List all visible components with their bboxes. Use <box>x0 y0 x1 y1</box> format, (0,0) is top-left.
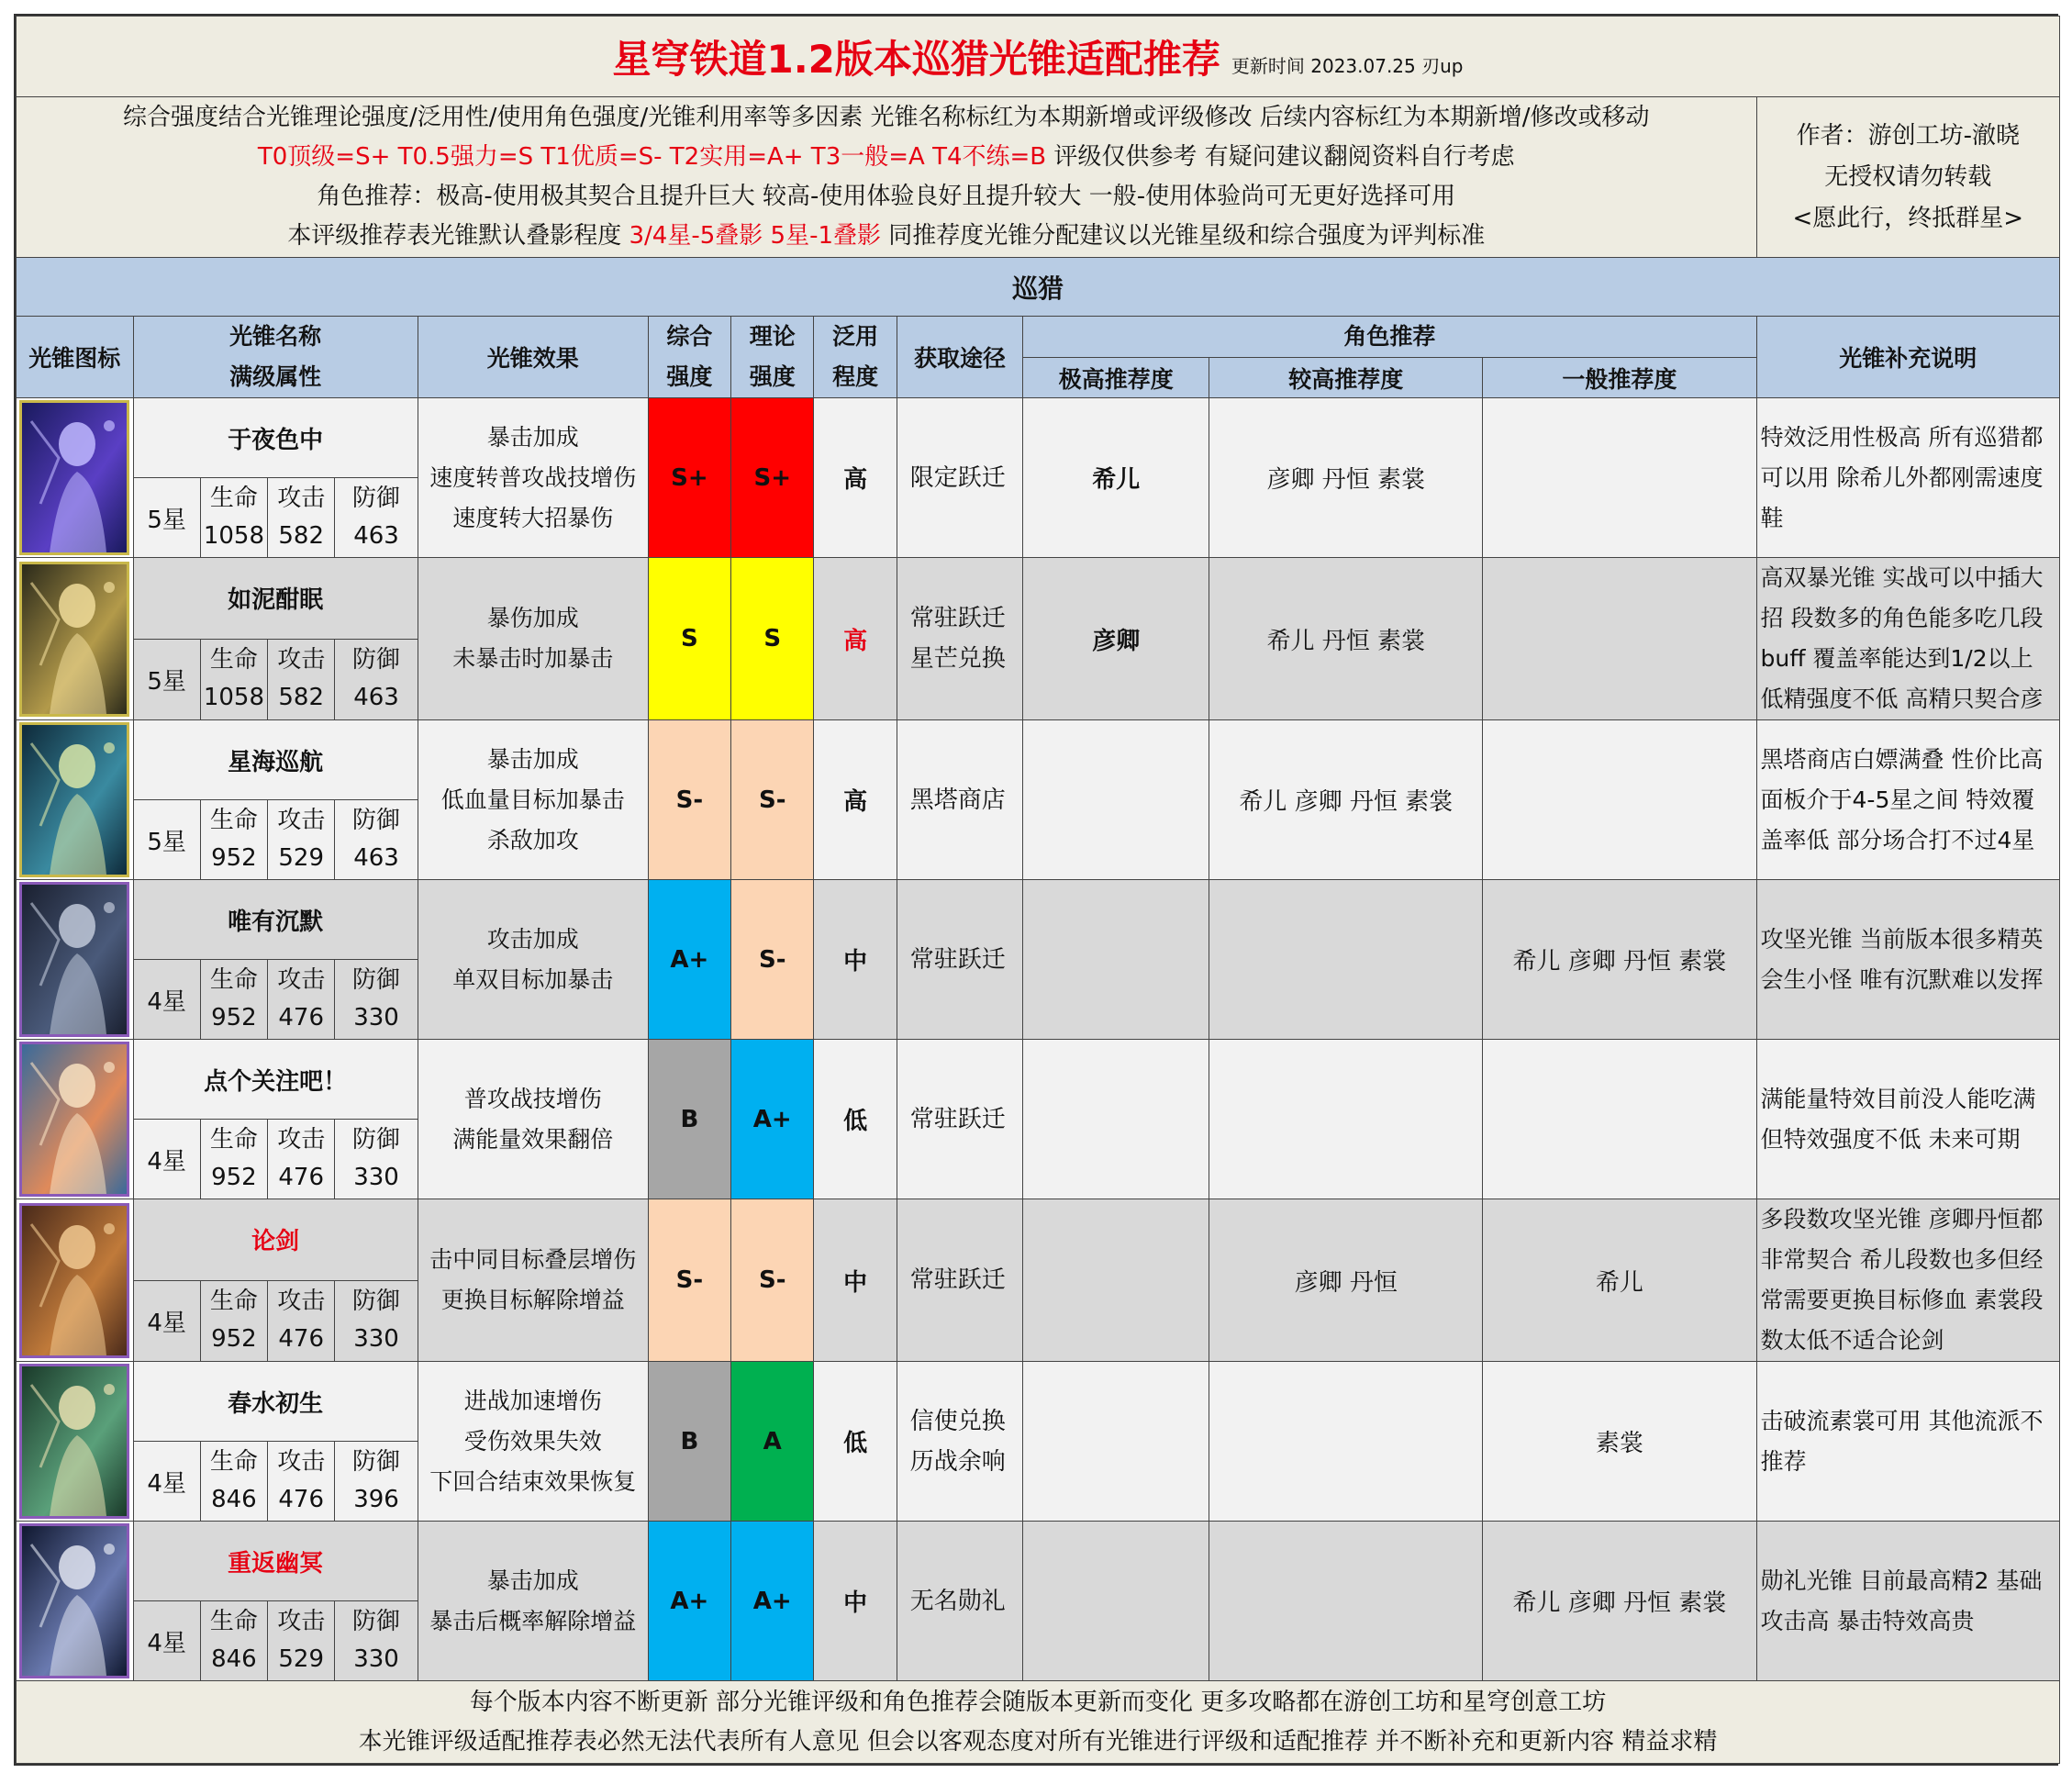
rec-low <box>1483 398 1756 558</box>
footer-line-1: 每个版本内容不断更新 部分光锥评级和角色推荐会随版本更新而变化 更多攻略都在游创工坊和星穹创意工坊 <box>469 1688 1607 1716</box>
hp-value: 1058 <box>203 684 264 712</box>
overall-grade: A+ <box>648 1522 730 1681</box>
def-value: 396 <box>353 1486 399 1513</box>
rec-mid: 希儿 丹恒 素裳 <box>1209 558 1483 720</box>
atk-stat <box>268 1601 335 1681</box>
theory-grade: S- <box>731 880 814 1040</box>
light-cone-name: 重返幽冥 <box>133 1522 418 1601</box>
light-cone-row <box>17 1199 2060 1281</box>
icon-cell <box>17 1040 134 1199</box>
def-stat <box>335 1601 418 1681</box>
rec-low <box>1483 1040 1756 1199</box>
def-stat <box>335 478 418 558</box>
theory-grade: A <box>731 1362 814 1522</box>
title-cell <box>17 17 2060 97</box>
light-cone-name: 春水初生 <box>133 1362 418 1442</box>
theory-grade: A+ <box>731 1522 814 1681</box>
star-rarity: 4星 <box>133 1280 200 1362</box>
atk-label: 攻击 <box>277 807 326 834</box>
atk-value: 529 <box>278 844 325 872</box>
title-row <box>17 17 2060 97</box>
rec-mid: 希儿 彦卿 丹恒 素裳 <box>1209 720 1483 880</box>
header-theory-line1: 理论 <box>749 323 796 350</box>
effect-line: 普攻战技增伤 <box>463 1085 602 1112</box>
light-cone-art <box>22 564 127 714</box>
star-rarity: 5星 <box>133 800 200 880</box>
atk-stat <box>268 478 335 558</box>
sword-figure-icon <box>19 1203 129 1358</box>
source-line: 星芒兑换 <box>909 645 1006 673</box>
light-cone-row <box>17 720 2060 800</box>
usage-level: 低 <box>814 1040 897 1199</box>
header-rec-low: 一般推荐度 <box>1483 358 1756 398</box>
icon-cell <box>17 720 134 880</box>
theory-grade: S- <box>731 1199 814 1362</box>
overall-grade: S- <box>648 1199 730 1362</box>
hp-value: 952 <box>211 1164 257 1191</box>
hp-stat <box>200 960 267 1040</box>
source-line: 常驻跃迁 <box>909 1266 1006 1294</box>
effect-line: 暴击加成 <box>486 1567 579 1594</box>
hp-label: 生命 <box>209 485 258 512</box>
header-effect: 光锥效果 <box>418 317 648 398</box>
theory-grade: S- <box>731 720 814 880</box>
header-overall-line2: 强度 <box>666 363 713 390</box>
theory-grade: A+ <box>731 1040 814 1199</box>
hp-label: 生命 <box>209 1126 258 1154</box>
rec-low: 希儿 彦卿 丹恒 素裳 <box>1483 1522 1756 1681</box>
theory-grade: S+ <box>731 398 814 558</box>
star-cruise-icon <box>19 722 129 877</box>
header-row-1 <box>17 317 2060 358</box>
rec-high: 彦卿 <box>1023 558 1209 720</box>
light-cone-row <box>17 1362 2060 1442</box>
header-source: 获取途径 <box>897 317 1023 398</box>
intro-line-1: 综合强度结合光锥理论强度/泛用性/使用角色强度/光锥利用率等多因素 光锥名称标红为本期新增或评级修改 后续内容标红为本期新增/修改或移动 <box>122 104 1650 131</box>
def-stat <box>335 1442 418 1522</box>
effect-line: 单双目标加暴击 <box>452 965 614 993</box>
light-cone-art <box>22 403 127 552</box>
atk-label: 攻击 <box>277 646 326 675</box>
effect-line: 受伤效果失效 <box>463 1427 602 1455</box>
source-line: 常驻跃迁 <box>909 1105 1006 1133</box>
source-cell <box>897 1199 1023 1362</box>
hp-label: 生命 <box>209 1608 258 1635</box>
effect-line: 更换目标解除增益 <box>440 1287 625 1313</box>
spring-figure-icon <box>19 1364 129 1519</box>
star-rarity: 4星 <box>133 960 200 1040</box>
effect-cell <box>418 1199 648 1362</box>
author-name: 作者：游创工坊-澈晓 <box>1796 121 2020 150</box>
usage-level: 低 <box>814 1362 897 1522</box>
atk-stat <box>268 639 335 720</box>
light-cone-name: 星海巡航 <box>133 720 418 800</box>
effect-cell <box>418 558 648 720</box>
def-label: 防御 <box>352 646 401 675</box>
footer-line-2: 本光锥评级适配推荐表必然无法代表所有人意见 但会以客观态度对所有光锥进行评级和适配推荐 并不断补充和更新内容 精益求精 <box>358 1727 1718 1756</box>
source-line: 常驻跃迁 <box>909 945 1006 974</box>
overall-grade: B <box>648 1362 730 1522</box>
note-cell: 击破流素裳可用 其他流派不推荐 <box>1756 1362 2059 1522</box>
hp-stat <box>200 800 267 880</box>
tier-table <box>16 16 2060 1764</box>
effect-line: 攻击加成 <box>486 925 579 953</box>
header-rec-mid: 较高推荐度 <box>1209 358 1483 398</box>
atk-value: 476 <box>278 1164 325 1191</box>
page-title: 星穹铁道1.2版本巡猎光锥适配推荐 <box>612 36 1220 82</box>
intro-line-2 <box>17 138 1756 177</box>
source-cell <box>897 398 1023 558</box>
motto: <愿此行，终抵群星> <box>1792 204 2024 232</box>
intro-line-3: 角色推荐：极高-使用极其契合且提升巨大 较高-使用体验良好且提升较大 一般-使用体验尚可无更好选择可用 <box>317 183 1456 210</box>
effect-cell <box>418 1040 648 1199</box>
usage-level: 中 <box>814 1522 897 1681</box>
atk-label: 攻击 <box>277 485 326 512</box>
effect-line: 下回合结束效果恢复 <box>429 1467 637 1495</box>
effect-line: 击中同目标叠层增伤 <box>429 1246 637 1273</box>
night-figure-icon <box>19 400 129 555</box>
note-cell: 多段数攻坚光锥 彦卿丹恒都非常契合 希儿段数也多但经常需要更换目标修血 素裳段数太低不适合论剑 <box>1756 1199 2059 1362</box>
header-rec-high: 极高推荐度 <box>1023 358 1209 398</box>
hp-label: 生命 <box>209 1448 258 1476</box>
hp-label: 生命 <box>209 1288 258 1316</box>
source-cell <box>897 1040 1023 1199</box>
rec-mid <box>1209 1040 1483 1199</box>
atk-stat <box>268 960 335 1040</box>
star-rarity: 4星 <box>133 1120 200 1199</box>
header-role-rec: 角色推荐 <box>1023 317 1756 358</box>
rec-high <box>1023 880 1209 1040</box>
atk-value: 476 <box>278 1486 325 1513</box>
atk-stat <box>268 1120 335 1199</box>
header-theory <box>731 317 814 398</box>
source-cell <box>897 558 1023 720</box>
light-cone-rows <box>17 398 2060 1681</box>
effect-line: 速度转普攻战技增伤 <box>429 463 637 491</box>
intro-line-2-rest: 评级仅供参考 有疑问建议翻阅资料自行考虑 <box>1046 143 1515 171</box>
superimpose-default: 3/4星-5叠影 5星-1叠影 <box>629 222 881 250</box>
def-stat <box>335 1280 418 1362</box>
atk-stat <box>268 800 335 880</box>
atk-label: 攻击 <box>277 1126 326 1154</box>
header-theory-line2: 强度 <box>749 363 796 390</box>
rec-low: 素裳 <box>1483 1362 1756 1522</box>
rec-mid: 彦卿 丹恒 素裳 <box>1209 398 1483 558</box>
light-cone-name: 唯有沉默 <box>133 880 418 960</box>
icon-cell <box>17 1199 134 1362</box>
effect-line: 暴击加成 <box>486 423 579 451</box>
hp-stat <box>200 1280 267 1362</box>
atk-value: 476 <box>278 1004 325 1031</box>
def-label: 防御 <box>352 1288 401 1316</box>
rec-mid <box>1209 880 1483 1040</box>
effect-line: 进战加速增伤 <box>463 1387 602 1414</box>
effect-line: 暴击加成 <box>486 745 579 773</box>
hp-value: 952 <box>211 1325 257 1354</box>
light-cone-row <box>17 880 2060 960</box>
light-cone-art <box>22 1366 127 1516</box>
icon-cell <box>17 398 134 558</box>
source-line: 历战余响 <box>909 1447 1006 1476</box>
hp-stat <box>200 1442 267 1522</box>
rec-mid: 彦卿 丹恒 <box>1209 1199 1483 1362</box>
hp-stat <box>200 478 267 558</box>
usage-level: 中 <box>814 1199 897 1362</box>
tier-legend: T0顶级=S+ T0.5强力=S T1优质=S- T2实用=A+ T3一般=A T4不练=B <box>257 143 1047 171</box>
icon-cell <box>17 1522 134 1681</box>
header-overall-line1: 综合 <box>666 323 713 350</box>
light-cone-art <box>22 725 127 875</box>
def-stat <box>335 1120 418 1199</box>
overall-grade: B <box>648 1040 730 1199</box>
hp-value: 952 <box>211 844 257 872</box>
intro-line-4-a: 本评级推荐表光锥默认叠影程度 <box>287 222 629 250</box>
rec-mid <box>1209 1522 1483 1681</box>
atk-label: 攻击 <box>277 1288 326 1316</box>
def-value: 330 <box>353 1645 399 1673</box>
star-rarity: 4星 <box>133 1442 200 1522</box>
effect-line: 低血量目标加暴击 <box>440 786 625 813</box>
note-cell: 攻坚光锥 当前版本很多精英会生小怪 唯有沉默难以发挥 <box>1756 880 2059 1040</box>
atk-value: 476 <box>278 1325 325 1354</box>
effect-cell <box>418 1362 648 1522</box>
hp-value: 952 <box>211 1004 257 1031</box>
def-label: 防御 <box>352 1126 401 1154</box>
def-value: 330 <box>353 1164 399 1191</box>
effect-line: 满能量效果翻倍 <box>452 1125 614 1153</box>
atk-label: 攻击 <box>277 966 326 994</box>
def-stat <box>335 800 418 880</box>
usage-level: 中 <box>814 880 897 1040</box>
source-line: 黑塔商店 <box>909 786 1006 814</box>
header-overall <box>648 317 730 398</box>
note-cell: 勋礼光锥 目前最高精2 基础攻击高 暴击特效高贵 <box>1756 1522 2059 1681</box>
hp-value: 1058 <box>203 522 264 550</box>
intro-row <box>17 97 2060 258</box>
note-cell: 高双暴光锥 实战可以中插大招 段数多的角色能多吃几段buff 覆盖率能达到1/2以上 低精强度不低 高精只契合彦 <box>1756 558 2059 720</box>
hp-label: 生命 <box>209 646 258 675</box>
effect-cell <box>418 880 648 1040</box>
hp-value: 846 <box>211 1645 257 1673</box>
update-time: 更新时间 2023.07.25 刃up <box>1231 54 1464 77</box>
source-cell <box>897 1522 1023 1681</box>
rec-low <box>1483 558 1756 720</box>
light-cone-row <box>17 1040 2060 1120</box>
effect-cell <box>418 720 648 880</box>
source-cell <box>897 720 1023 880</box>
copyright-note: 无授权请勿转载 <box>1824 162 1992 191</box>
source-cell <box>897 880 1023 1040</box>
source-line: 常驻跃迁 <box>909 605 1006 632</box>
effect-line: 暴击后概率解除增益 <box>429 1607 637 1634</box>
source-line: 无名勋礼 <box>909 1587 1006 1615</box>
def-value: 330 <box>353 1004 399 1031</box>
note-cell: 满能量特效目前没人能吃满 但特效强度不低 未来可期 <box>1756 1040 2059 1199</box>
def-value: 330 <box>353 1325 399 1354</box>
atk-value: 582 <box>278 684 325 712</box>
star-rarity: 5星 <box>133 639 200 720</box>
icon-cell <box>17 558 134 720</box>
tier-list-sheet <box>14 14 2058 1766</box>
overall-grade: A+ <box>648 880 730 1040</box>
icon-cell <box>17 880 134 1040</box>
section-row <box>17 258 2060 317</box>
rec-high <box>1023 1522 1209 1681</box>
header-name-line2: 满级属性 <box>229 363 322 390</box>
def-label: 防御 <box>352 1608 401 1635</box>
sleeping-figure-icon <box>19 562 129 717</box>
atk-value: 529 <box>278 1645 325 1673</box>
effect-line: 暴伤加成 <box>486 605 579 631</box>
def-value: 463 <box>353 522 399 550</box>
source-cell <box>897 1362 1023 1522</box>
effect-line: 杀敌加攻 <box>486 826 579 853</box>
header-notes: 光锥补充说明 <box>1756 317 2059 398</box>
footer-text <box>17 1681 2060 1764</box>
light-cone-row <box>17 558 2060 640</box>
effect-cell <box>418 1522 648 1681</box>
hp-value: 846 <box>211 1486 257 1513</box>
rec-low: 希儿 彦卿 丹恒 素裳 <box>1483 880 1756 1040</box>
section-title: 巡猎 <box>17 258 2060 317</box>
overall-grade: S- <box>648 720 730 880</box>
streamer-figure-icon <box>19 1042 129 1197</box>
atk-label: 攻击 <box>277 1448 326 1476</box>
light-cone-art <box>22 1526 127 1676</box>
light-cone-name: 点个关注吧！ <box>133 1040 418 1120</box>
usage-level: 高 <box>814 720 897 880</box>
atk-label: 攻击 <box>277 1608 326 1635</box>
def-label: 防御 <box>352 966 401 994</box>
intro-text <box>17 97 1757 258</box>
light-cone-art <box>22 1044 127 1194</box>
atk-value: 582 <box>278 522 325 550</box>
star-rarity: 4星 <box>133 1601 200 1681</box>
rec-high <box>1023 720 1209 880</box>
source-line: 限定跃迁 <box>909 463 1006 492</box>
hp-stat <box>200 1601 267 1681</box>
header-name <box>133 317 418 398</box>
def-label: 防御 <box>352 1448 401 1476</box>
effect-cell <box>418 398 648 558</box>
def-stat <box>335 639 418 720</box>
header-usage <box>814 317 897 398</box>
hp-label: 生命 <box>209 807 258 834</box>
overall-grade: S <box>648 558 730 720</box>
rec-low <box>1483 720 1756 880</box>
light-cone-name: 如泥酣眠 <box>133 558 418 640</box>
light-cone-art <box>22 1206 127 1355</box>
author-cell <box>1756 97 2059 258</box>
atk-stat <box>268 1442 335 1522</box>
def-label: 防御 <box>352 485 401 512</box>
theory-grade: S <box>731 558 814 720</box>
usage-level: 高 <box>814 558 897 720</box>
rec-high <box>1023 1362 1209 1522</box>
rec-high <box>1023 1199 1209 1362</box>
hp-stat <box>200 639 267 720</box>
rec-high <box>1023 1040 1209 1199</box>
usage-level: 高 <box>814 398 897 558</box>
rec-mid <box>1209 1362 1483 1522</box>
atk-stat <box>268 1280 335 1362</box>
icon-cell <box>17 1362 134 1522</box>
hp-stat <box>200 1120 267 1199</box>
effect-line: 速度转大招暴伤 <box>452 504 614 531</box>
note-cell: 黑塔商店白嫖满叠 性价比高 面板介于4-5星之间 特效覆盖率低 部分场合打不过4星 <box>1756 720 2059 880</box>
source-line: 信使兑换 <box>909 1407 1006 1435</box>
light-cone-name: 于夜色中 <box>133 398 418 478</box>
header-name-line1: 光锥名称 <box>229 323 322 350</box>
def-value: 463 <box>353 684 399 712</box>
rec-high: 希儿 <box>1023 398 1209 558</box>
def-stat <box>335 960 418 1040</box>
star-rarity: 5星 <box>133 478 200 558</box>
light-cone-row <box>17 398 2060 478</box>
header-icon: 光锥图标 <box>17 317 134 398</box>
header-usage-line1: 泛用 <box>832 323 879 350</box>
underworld-figure-icon <box>19 1523 129 1678</box>
silent-figure-icon <box>19 882 129 1037</box>
overall-grade: S+ <box>648 398 730 558</box>
intro-line-4-b: 同推荐度光锥分配建议以光锥星级和综合强度为评判标准 <box>881 222 1486 250</box>
header-usage-line2: 程度 <box>832 363 879 390</box>
rec-low: 希儿 <box>1483 1199 1756 1362</box>
light-cone-name: 论剑 <box>133 1199 418 1281</box>
effect-line: 未暴击时加暴击 <box>452 645 614 672</box>
def-value: 463 <box>353 844 399 872</box>
note-cell: 特效泛用性极高 所有巡猎都可以用 除希儿外都刚需速度鞋 <box>1756 398 2059 558</box>
footer-row <box>17 1681 2060 1764</box>
intro-line-4 <box>17 217 1756 256</box>
hp-label: 生命 <box>209 966 258 994</box>
light-cone-art <box>22 885 127 1034</box>
light-cone-row <box>17 1522 2060 1601</box>
def-label: 防御 <box>352 807 401 834</box>
